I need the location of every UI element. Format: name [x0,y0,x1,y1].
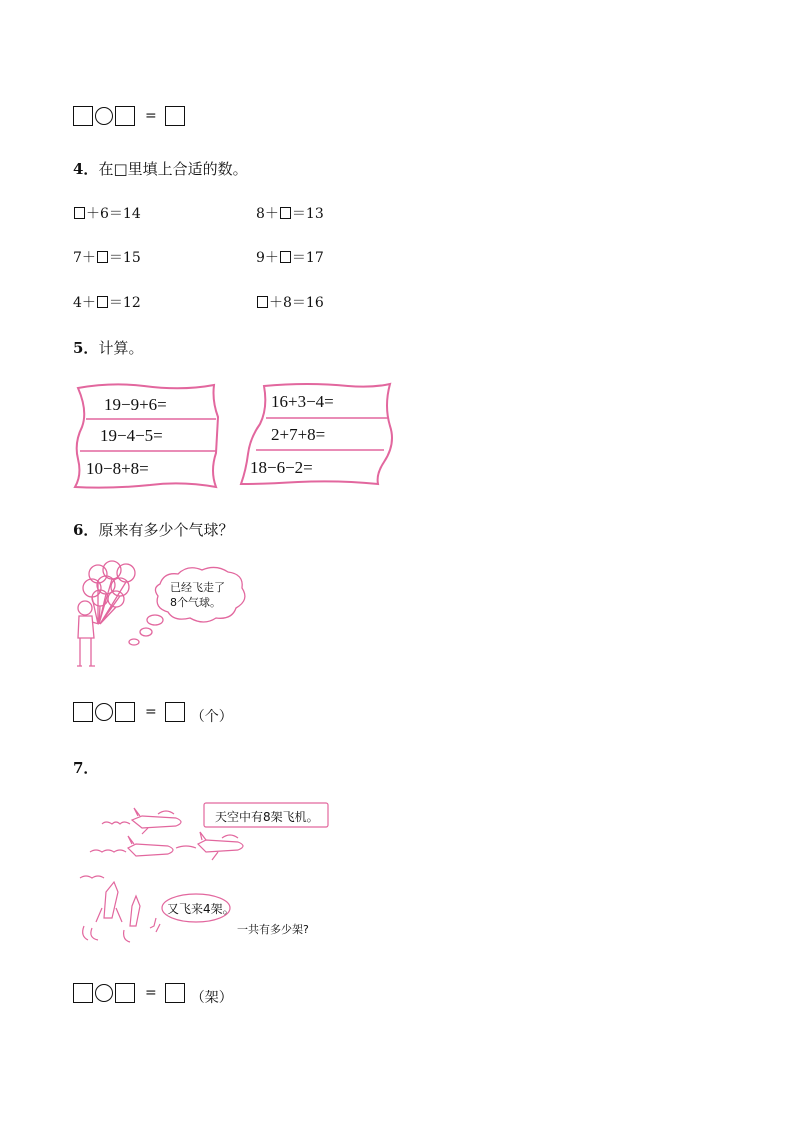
q7-equation [73,981,233,1005]
bubble-line: 已经飞走了 [170,581,225,594]
answer-box[interactable] [73,983,93,1003]
fill-after: ＋6＝14 [86,206,141,222]
fill-before: 8＋ [256,206,279,222]
fill-after: ＝13 [291,206,324,222]
balloon-boy-illustration [72,560,252,675]
sky-label: 天空中有8架飞机。 [215,810,319,824]
answer-box[interactable] [165,983,185,1003]
calc-expression: 18−6−2= [250,458,313,477]
question-6-heading [73,519,233,540]
equals-sign: = [145,704,157,720]
fill-item [73,292,141,312]
fill-item [256,203,324,223]
operator-circle[interactable] [95,703,113,721]
fill-item [256,247,324,267]
operator-circle[interactable] [95,984,113,1002]
fill-item [256,292,324,312]
fill-after: ＋8＝16 [269,295,324,311]
bubble-text [170,580,225,610]
top-equation [73,104,185,128]
blank-box[interactable] [97,296,108,308]
calc-expression: 19−9+6= [104,395,167,414]
question-number: 6． [73,521,99,539]
blank-box[interactable] [74,207,85,219]
fill-item [73,247,141,267]
fill-before: 4＋ [73,295,96,311]
question-number: 4． [73,160,99,178]
fill-after: ＝17 [291,250,324,266]
answer-box[interactable] [165,106,185,126]
question-text: 计算。 [98,339,144,357]
bubble-line: 8个气球。 [170,596,221,609]
blank-box[interactable] [257,296,268,308]
fill-after: ＝12 [108,295,141,311]
answer-box[interactable] [73,106,93,126]
question-text: 原来有多少个气球？ [98,521,234,539]
unit-label: （架） [190,990,233,1006]
question-4-heading [73,158,248,179]
question-5-heading [73,337,143,358]
calc-expression: 19−4−5= [100,426,163,445]
q6-equation [73,700,233,724]
calc-expression: 2+7+8= [271,425,326,444]
equals-sign: = [145,108,157,124]
answer-box[interactable] [165,702,185,722]
question-text: 在□里填上合适的数。 [98,160,248,178]
question-number: 5． [73,339,99,357]
question-number: 7． [73,759,99,777]
blank-box[interactable] [97,251,108,263]
blank-box[interactable] [280,251,291,263]
question-label: 一共有多少架? [237,923,309,936]
more-label: 又飞来4架。 [167,902,235,916]
operator-circle[interactable] [95,107,113,125]
answer-box[interactable] [115,983,135,1003]
blank-box[interactable] [280,207,291,219]
question-7-heading [73,757,98,778]
fill-before: 9＋ [256,250,279,266]
answer-box[interactable] [73,702,93,722]
fill-before: 7＋ [73,250,96,266]
fill-after: ＝15 [108,250,141,266]
calc-expression: 16+3−4= [271,392,334,411]
answer-box[interactable] [115,702,135,722]
fill-item [73,203,141,223]
equals-sign: = [145,985,157,1001]
calc-expression: 10−8+8= [86,459,149,478]
answer-box[interactable] [115,106,135,126]
unit-label: （个） [190,709,233,725]
